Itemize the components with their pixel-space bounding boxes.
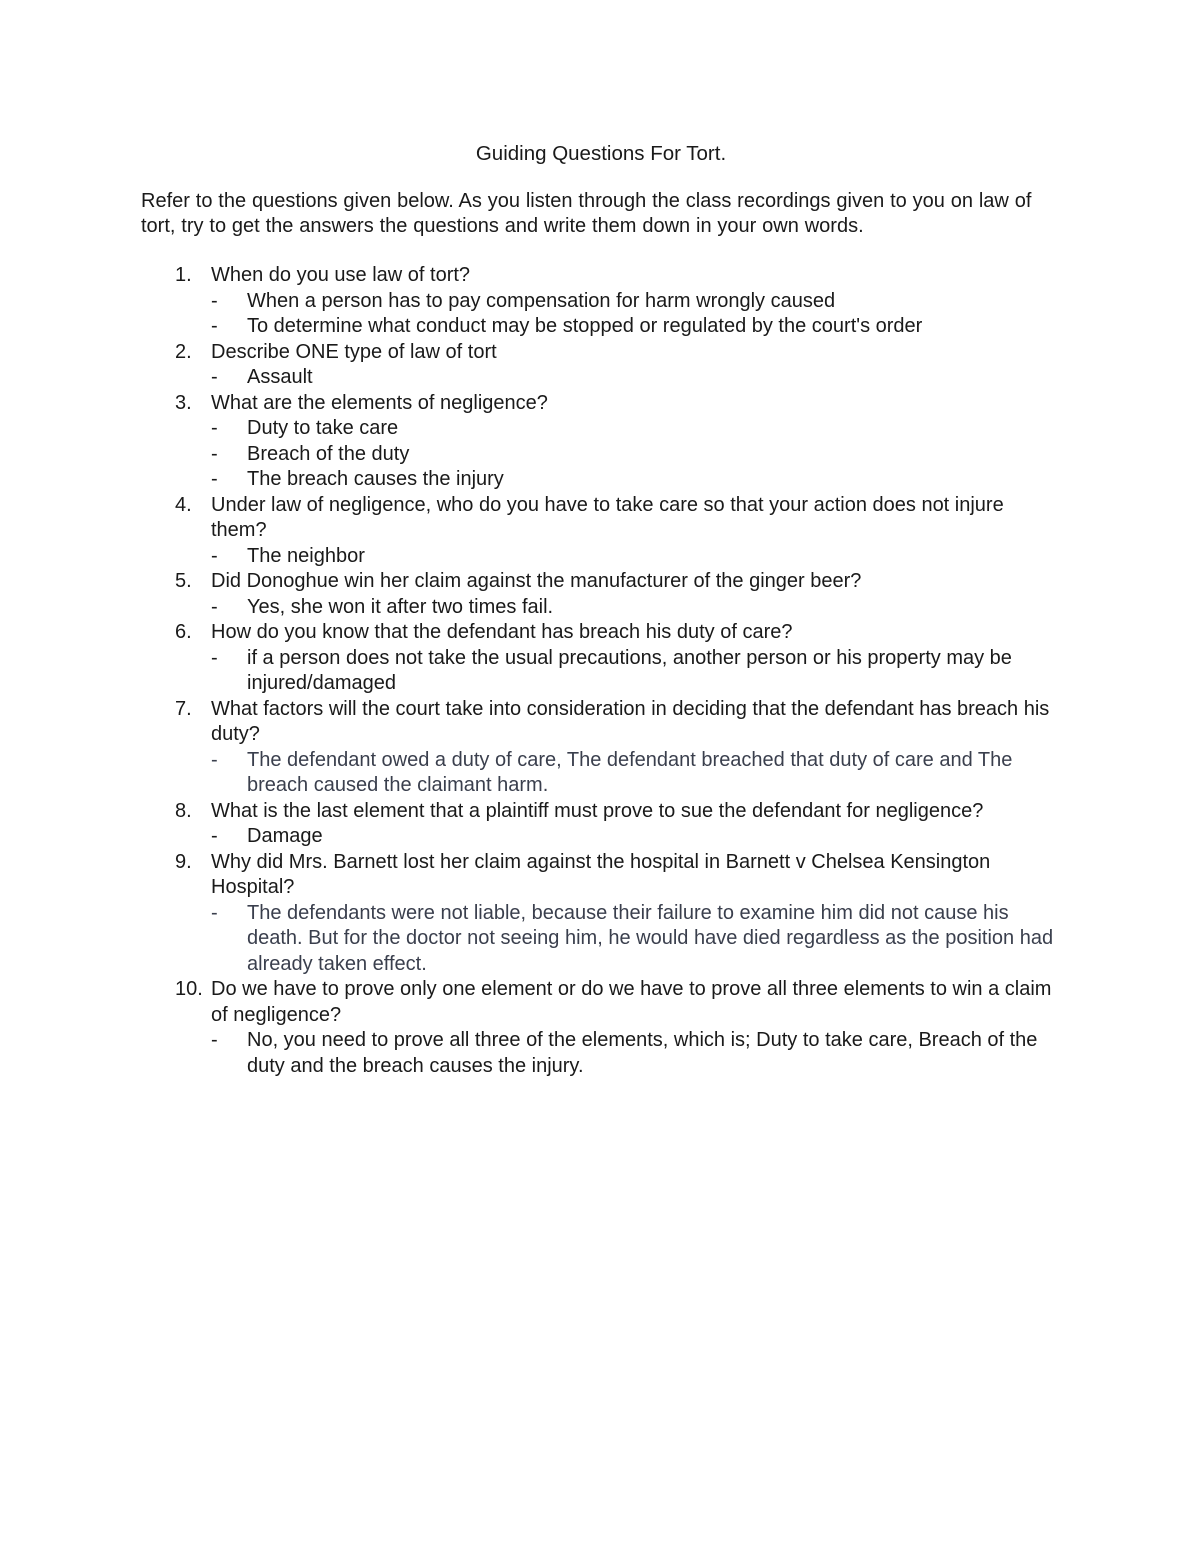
question-number: 7. [175, 697, 192, 720]
question-text: What is the last element that a plaintiff must prove to sue the defendant for negligence? [211, 799, 984, 822]
question-text: Did Donoghue win her claim against the manufacturer of the ginger beer? [211, 570, 862, 592]
question-item-1 [141, 263, 1061, 340]
answer-item [211, 544, 1061, 570]
bullet-dash: - [211, 595, 218, 618]
bullet-dash: - [211, 901, 218, 924]
answer-item [211, 824, 1061, 850]
question-text: Describe ONE type of law of tort [211, 340, 497, 363]
answer-text: Damage [247, 825, 323, 847]
answer-list [211, 824, 1061, 850]
answer-list [211, 1028, 1061, 1079]
question-text: Do we have to prove only one element or do we have to prove all three elements to win a claim of negligence? [211, 978, 1052, 1026]
answer-item [211, 646, 1061, 697]
question-item-3 [141, 391, 1061, 493]
question-item-5 [141, 569, 1061, 620]
answer-item [211, 442, 1061, 468]
answer-item [211, 748, 1061, 799]
answer-item [211, 289, 1061, 315]
question-item-8 [141, 799, 1061, 850]
answer-item [211, 595, 1061, 621]
question-item-10 [141, 977, 1061, 1079]
answer-text: Yes, she won it after two times fail. [247, 595, 554, 618]
bullet-dash: - [211, 544, 218, 567]
question-text: Under law of negligence, who do you have to take care so that your action does not injure them? [211, 493, 1004, 541]
answer-text: No, you need to prove all three of the elements, which is; Duty to take care, Breach of the duty and the breach causes the injury. [247, 1029, 1038, 1077]
question-number: 9. [175, 850, 192, 873]
bullet-dash: - [211, 825, 218, 847]
answer-item [211, 314, 1061, 340]
answer-list [211, 748, 1061, 799]
question-item-4 [141, 493, 1061, 570]
question-number: 8. [175, 799, 192, 822]
bullet-dash: - [211, 417, 218, 439]
bullet-dash: - [211, 646, 218, 669]
question-text: How do you know that the defendant has breach his duty of care? [211, 621, 793, 643]
question-number: 5. [175, 570, 192, 592]
answer-list [211, 289, 1061, 340]
answer-item [211, 1028, 1061, 1079]
answer-item [211, 365, 1061, 391]
answer-item [211, 901, 1061, 978]
question-item-6 [141, 620, 1061, 697]
bullet-dash: - [211, 1029, 218, 1051]
question-list [141, 263, 1061, 1079]
intro-paragraph: Refer to the questions given below. As you listen through the class recordings given to you on law of tort, try to get the answers the questions and write them down in your own words. [141, 190, 1032, 237]
answer-text: The breach causes the injury [247, 468, 504, 490]
answer-item [211, 467, 1061, 493]
document-title: Guiding Questions For Tort. [475, 142, 727, 165]
bullet-dash: - [211, 748, 218, 771]
answer-list [211, 901, 1061, 978]
answer-text: When a person has to pay compensation for harm wrongly caused [247, 289, 836, 312]
answer-text: Breach of the duty [247, 442, 410, 465]
answer-list [211, 365, 1061, 391]
question-text: When do you use law of tort? [211, 264, 471, 286]
answer-list [211, 544, 1061, 570]
answer-list [211, 595, 1061, 621]
question-item-7 [141, 697, 1061, 799]
answer-text: if a person does not take the usual precautions, another person or his property may be injured/damaged [247, 646, 1012, 694]
answer-text: To determine what conduct may be stopped or regulated by the court's order [247, 315, 923, 337]
question-text: What are the elements of negligence? [211, 391, 548, 414]
answer-list [211, 646, 1061, 697]
bullet-dash: - [211, 289, 218, 312]
document-page [141, 141, 1061, 1079]
bullet-dash: - [211, 442, 218, 465]
question-text: Why did Mrs. Barnett lost her claim against the hospital in Barnett v Chelsea Kensington Hospital? [211, 850, 991, 898]
question-number: 10. [175, 978, 203, 1000]
question-item-2 [141, 340, 1061, 391]
question-text: What factors will the court take into consideration in deciding that the defendant has breach his duty? [211, 697, 1050, 745]
answer-text: Assault [247, 366, 313, 388]
bullet-dash: - [211, 315, 218, 337]
question-number: 2. [175, 340, 192, 363]
question-number: 6. [175, 621, 192, 643]
question-number: 3. [175, 391, 192, 414]
answer-text: Duty to take care [247, 417, 399, 439]
answer-text: The neighbor [247, 544, 365, 567]
answer-list [211, 416, 1061, 493]
answer-text: The defendants were not liable, because their failure to examine him did not cause his death. But for the doctor not seeing him, he would have died regardless as the position had already taken effect. [247, 901, 1054, 975]
question-number: 1. [175, 264, 192, 286]
question-number: 4. [175, 493, 192, 516]
answer-text: The defendant owed a duty of care, The defendant breached that duty of care and The breach caused the claimant harm. [247, 748, 1013, 796]
bullet-dash: - [211, 366, 218, 388]
bullet-dash: - [211, 468, 218, 490]
question-item-9 [141, 850, 1061, 978]
answer-item [211, 416, 1061, 442]
